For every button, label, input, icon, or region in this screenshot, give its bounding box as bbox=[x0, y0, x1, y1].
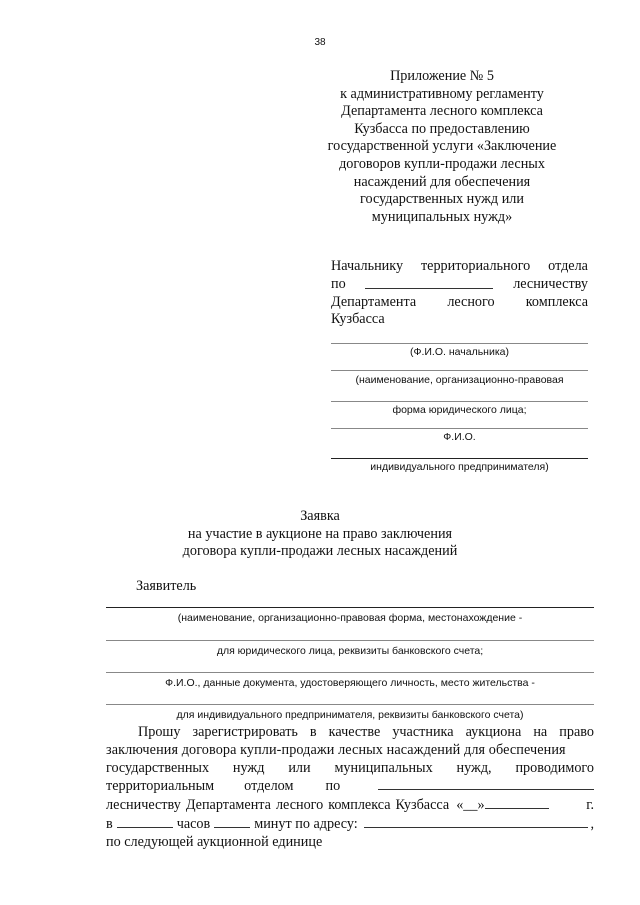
addressee-word: лесничеству bbox=[513, 275, 588, 292]
request-word: на bbox=[533, 724, 548, 740]
addressee-word: по bbox=[331, 275, 346, 292]
addressee-word: территориального bbox=[420, 258, 531, 274]
addressee-line-4: Кузбасса bbox=[331, 311, 385, 328]
request-word: часов bbox=[176, 815, 211, 832]
applicant-fill-line[interactable] bbox=[106, 640, 594, 641]
request-word: территориальным bbox=[106, 778, 215, 795]
fill-line[interactable] bbox=[331, 428, 588, 429]
addressee-word: Начальнику bbox=[331, 258, 404, 274]
appendix-line: к административному регламенту bbox=[340, 85, 544, 102]
caption-legal-form: форма юридического лица; bbox=[392, 404, 527, 416]
request-word: аукциона bbox=[465, 724, 522, 740]
request-paragraph bbox=[106, 724, 594, 852]
applicant-caption: для индивидуального предпринимателя, реквизиты банковского счета) bbox=[176, 709, 524, 721]
request-word: лесничеству bbox=[106, 797, 181, 814]
applicant-fill-line[interactable] bbox=[106, 672, 594, 673]
request-line-5 bbox=[106, 796, 594, 815]
applicant-caption: для юридического лица, реквизиты банковского счета; bbox=[216, 645, 484, 657]
title-line: договора купли-продажи лесных насаждений bbox=[182, 543, 458, 560]
request-word: , bbox=[590, 815, 594, 832]
forestry-blank[interactable] bbox=[365, 276, 493, 289]
request-line-7: по следующей аукционной единице bbox=[106, 833, 323, 850]
request-word: в bbox=[106, 815, 113, 832]
addressee-word: лесного bbox=[447, 293, 495, 310]
applicant-caption: Ф.И.О., данные документа, удостоверяющего личность, место жительства - bbox=[165, 677, 535, 689]
applicant-fill-line[interactable] bbox=[106, 607, 594, 608]
date-day-field[interactable]: «__» bbox=[456, 797, 485, 814]
addressee-word: отдела bbox=[548, 258, 588, 274]
request-line-1 bbox=[106, 724, 594, 742]
address-blank[interactable] bbox=[364, 815, 589, 828]
title-line: Заявка bbox=[300, 508, 340, 524]
title-line: на участие в аукционе на право заключения bbox=[187, 525, 453, 542]
addressee-line-1 bbox=[331, 258, 588, 276]
request-word: муниципальных bbox=[334, 759, 433, 776]
request-word: отделом bbox=[244, 778, 294, 795]
appendix-line: договоров купли-продажи лесных bbox=[339, 155, 545, 172]
appendix-line: муниципальных нужд» bbox=[371, 208, 513, 225]
addressee-block bbox=[331, 258, 588, 329]
request-word: Прошу bbox=[138, 724, 181, 740]
request-word: нужд, bbox=[456, 759, 492, 776]
caption-entrepreneur: индивидуального предпринимателя) bbox=[370, 461, 549, 473]
request-word: в bbox=[309, 724, 317, 740]
page-number: 38 bbox=[314, 37, 326, 48]
caption-head-name: (Ф.И.О. начальника) bbox=[409, 346, 509, 358]
applicant-caption: (наименование, организационно-правовая форма, местонахождение - bbox=[177, 612, 523, 624]
addressee-word: Департамента bbox=[331, 293, 417, 310]
request-line-6 bbox=[106, 815, 594, 834]
request-word: или bbox=[288, 759, 311, 776]
request-line-3 bbox=[106, 760, 594, 778]
request-word: участника bbox=[392, 724, 454, 740]
request-word: зарегистрировать bbox=[192, 724, 298, 740]
applicant-fill-line[interactable] bbox=[106, 704, 594, 705]
request-line-4 bbox=[106, 777, 594, 796]
appendix-line: государственных нужд или bbox=[360, 191, 524, 208]
request-word: Кузбасса bbox=[395, 797, 450, 814]
appendix-header bbox=[300, 68, 584, 226]
appendix-line: насаждений для обеспечения bbox=[353, 173, 531, 190]
request-word: нужд bbox=[232, 759, 265, 776]
appendix-line: Приложение № 5 bbox=[390, 68, 494, 84]
appendix-line: Кузбасса по предоставлению bbox=[354, 120, 530, 137]
addressee-word: комплекса bbox=[525, 293, 588, 310]
request-word: право bbox=[559, 724, 594, 740]
addressee-line-3 bbox=[331, 294, 588, 312]
fill-line[interactable] bbox=[331, 370, 588, 371]
appendix-line: Департамента лесного комплекса bbox=[341, 103, 543, 120]
request-word: государственных bbox=[106, 759, 210, 776]
hours-blank[interactable] bbox=[117, 815, 173, 828]
date-month-blank[interactable] bbox=[485, 796, 549, 809]
caption-fio: Ф.И.О. bbox=[443, 431, 476, 443]
request-word: Департамента bbox=[185, 797, 271, 814]
caption-org-form: (наименование, организационно-правовая bbox=[355, 374, 564, 386]
document-title bbox=[0, 508, 640, 561]
fill-line[interactable] bbox=[331, 343, 588, 344]
addressee-line-2 bbox=[331, 276, 588, 294]
request-word: качестве bbox=[328, 724, 381, 740]
request-word: по bbox=[325, 778, 341, 795]
department-blank[interactable] bbox=[378, 777, 594, 790]
request-word: г. bbox=[586, 797, 594, 814]
request-word: минут по адресу: bbox=[254, 815, 358, 832]
appendix-line: государственной услуги «Заключение bbox=[327, 138, 557, 155]
fill-line[interactable] bbox=[331, 458, 588, 459]
request-line-2: заключения договора купли-продажи лесных насаждений для обеспечения bbox=[106, 741, 566, 758]
request-word: проводимого bbox=[515, 759, 594, 776]
minutes-blank[interactable] bbox=[214, 815, 250, 828]
applicant-label: Заявитель bbox=[136, 578, 197, 594]
fill-line[interactable] bbox=[331, 401, 588, 402]
request-word: лесного bbox=[275, 797, 324, 814]
request-word: комплекса bbox=[328, 797, 391, 814]
